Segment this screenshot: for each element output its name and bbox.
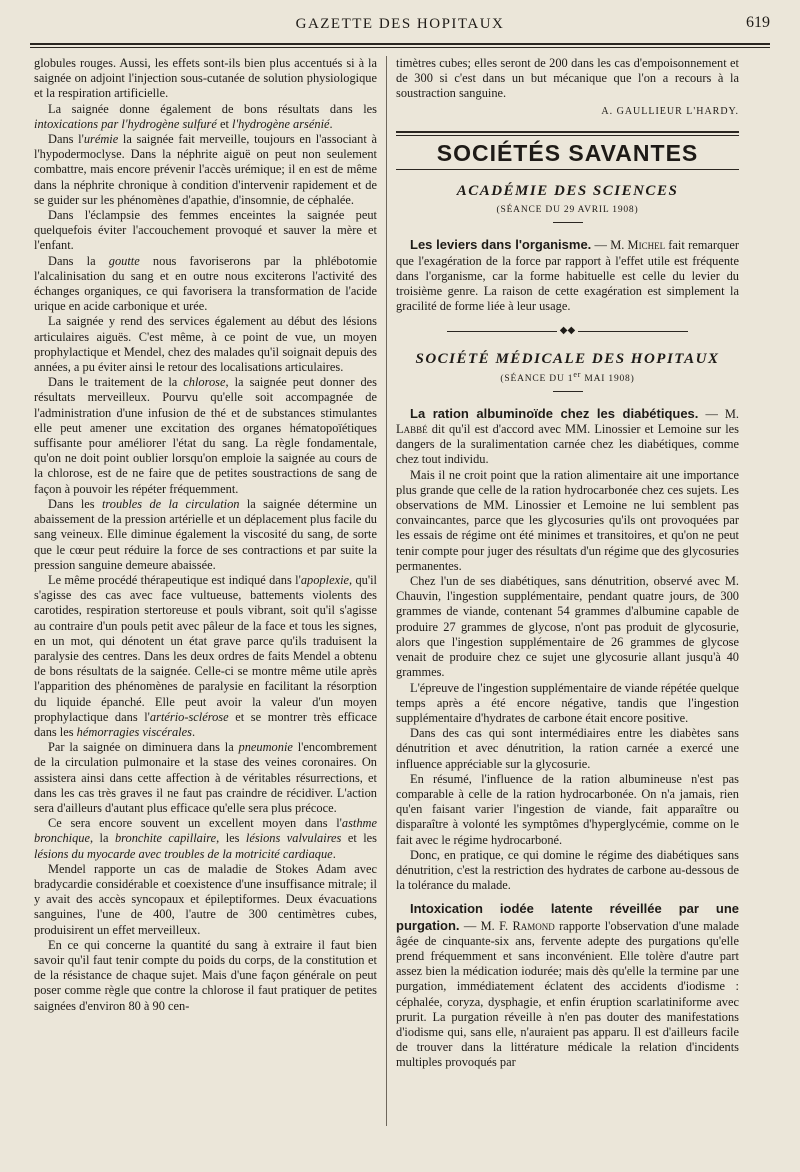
column-separator bbox=[386, 56, 387, 1126]
article-ration-paragraphs bbox=[396, 468, 739, 894]
left-paragraph: Dans la goutte nous favoriserons par la phlébotomie l'alcalinisation du sang et en outre nous exciterons l'activité des échanges organiques, ce qui favorisera la transformation de l'acide urique en acide carbonique et urée. bbox=[34, 253, 377, 314]
left-paragraph: En ce qui concerne la quantité du sang à extraire il faut bien savoir qu'il faut tenir compte du poids du corps, de la constitution et de la résistance de chaque sujet. Mais d'une façon générale on peut poser comme règle que contre la chlorose il faut pratiquer de petites saignées d'environ 80 à 90 cen- bbox=[34, 937, 377, 1013]
ornament-divider: ◆◆ bbox=[396, 326, 739, 336]
article-author: M. F. Ramond bbox=[480, 918, 555, 933]
article-body: fait remarquer que l'exagération de la force par rapport à l'effet utile est fréquente dans l'organisme, car la forme habituelle est celle du levier du troisième genre. La raison de cette exagération est simplement la gracilité de forme liée à leur usage. bbox=[396, 238, 739, 314]
societe-heading: SOCIÉTÉ MÉDICALE DES HOPITAUX bbox=[415, 351, 720, 368]
left-paragraph: La saignée donne également de bons résultats dans les intoxications par l'hydrogène sulfuré et l'hydrogène arsénié. bbox=[34, 101, 377, 131]
left-paragraph: Dans les troubles de la circulation la saignée détermine un abaissement de la pression artérielle et un déplacement plus facile du sang veineux. Elle diminue également la viscosité du sang, de sorte que le cœur peut réduire la force de ses contractions et par suite la pression sanguine demeure abaissée. bbox=[34, 496, 377, 572]
page-number: 619 bbox=[746, 14, 770, 31]
article-body: rapporte l'observation d'une malade âgée de cinquante-six ans, fervente adepte des purgations qu'elle prend fréquemment et sans inconvénient. Elle tolère d'autre part assez bien la médication iodurée; mais dès qu'elle la termine par une purgation, immédiatement éclatent des accidents d'iodisme : céphalée, coryza, dysphagie, et enfin éruption scarlatiniforme avec prurit. La purgation réveille à n'en pas douter des manifestations d'iodisme qui, sans elle, n'auraient pas apparu. Il est d'ailleurs facile de trouver dans la littérature médicale la relation d'incidents multiples provoqués par bbox=[396, 918, 739, 1070]
page-header bbox=[30, 10, 770, 40]
journal-title: GAZETTE DES HOPITAUX bbox=[295, 16, 505, 32]
left-paragraph: Ce sera encore souvent un excellent moyen dans l'asthme bronchique, la bronchite capillaire, les lésions valvulaires et les lésions du myocarde avec troubles de la motricité cardiaque. bbox=[34, 816, 377, 861]
left-paragraph: La saignée y rend des services également au début des lésions articulaires aiguës. C'est même, à ce point de vue, un moyen prophylactique et Mendel, chez des malades qu'il soignait depuis des années, a pu éviter ainsi le retour des localisations articulaires. bbox=[34, 314, 377, 375]
header-rule bbox=[30, 43, 770, 48]
article-paragraph: En résumé, l'influence de la ration albumineuse n'est pas comparable à celle de la ration hydrocarbonée. On n'a jamais, rien qu'en faisant varier l'ingestion de viande, fait apparaître ou disparaître à volonté les symptômes d'hyperglycémie, comme on le fait avec le régime hydrocarboné. bbox=[396, 771, 739, 847]
section-rule bbox=[396, 131, 739, 136]
article-paragraph: Mais il ne croit point que la ration alimentaire ait une importance plus grande que celle de la ration hydrocarbonée chez ces sujets. Les observations de MM. Linossier et Lemoine ne lui semblent pas convaincantes, parce que les glycosuries qu'ils ont provoquées par les essais de régime ont été minimes et transitoires, et qu'on ne peut tenir compte pour juger des résultats d'un régime que des glycosuries permanentes. bbox=[396, 467, 739, 573]
short-rule bbox=[553, 391, 583, 392]
article-lead: La ration albuminoïde chez les diabétiques. bbox=[410, 405, 699, 421]
author-signature: A. GAULLIEUR L'HARDY. bbox=[601, 105, 739, 117]
article-ration: La ration albuminoïde chez les diabétiques. — M. Labbé dit qu'il est d'accord avec MM. Linossier et Lemoine sur les dangers de la suralimentation carnée chez les diabétiques, comme chez tout individu. bbox=[396, 405, 739, 467]
article-paragraph: L'épreuve de l'ingestion supplémentaire de viande répétée quelque temps après a été encore négative, tandis que l'ingestion supplémentaire d'hydrates de carbone était encore positive. bbox=[396, 680, 739, 725]
left-paragraph: Dans l'urémie la saignée fait merveille, toujours en l'associant à l'hypodermoclyse. Dans la néphrite aiguë on peut non seulement combattre, mais encore prévenir l'accès urémique; il en est de même dans la néphrite chronique à condition d'intervenir rapidement et de se guider sur les phénomènes d'apathie, d'insomnie, de céphalée. bbox=[34, 132, 377, 207]
section-title: SOCIÉTÉS SAVANTES bbox=[436, 139, 699, 166]
left-paragraph: globules rouges. Aussi, les effets sont-ils bien plus accentués si à la saignée on adjoint l'injection sous-cutanée de solution physiologique et la respiration artificielle. bbox=[34, 56, 377, 101]
societe-seance: (SÉANCE DU 1er MAI 1908) bbox=[500, 369, 635, 384]
left-paragraph: Le même procédé thérapeutique est indiqué dans l'apoplexie, qu'il s'agisse des cas avec face vultueuse, battements violents des carotides, respiration stertoreuse et pouls vibrant, soit qu'il s'agisse au contraire d'un pouls petit avec pâleur de la face et tous les signes, en un mot, qui dénotent un état grave parce qu'ils traduisent la paralysie des centres. Dans les deux ordres de faits Mendel a obtenu de bons résultats de la saignée. Celle-ci se montre même utile après l'apparition des phénomènes de paralysie en facilitant la résorption du liquide épanché. Elle peut avoir la valeur d'un moyen prophylactique dans l'artério-sclérose et se montrer très efficace dans les hémorragies viscérales. bbox=[34, 572, 377, 739]
article-leviers: Les leviers dans l'organisme. — M. Michel fait remarquer que l'exagération de la force par rapport à l'effet utile est fréquente dans l'organisme, car la forme habituelle est celle du levier du troisième genre. La raison de cette exagération est simplement la gracilité de forme liée à leur usage. bbox=[396, 237, 739, 314]
academie-heading: ACADÉMIE DES SCIENCES bbox=[456, 183, 679, 200]
left-paragraph: Dans l'éclampsie des femmes enceintes la saignée peut quelquefois éviter l'accouchement provoqué et sauver la mère et l'enfant. bbox=[34, 208, 377, 253]
section-title-rule bbox=[396, 169, 739, 170]
right-column bbox=[396, 56, 739, 1071]
article-author: M. Michel bbox=[610, 238, 666, 253]
article-body: dit qu'il est d'accord avec MM. Linossier et Lemoine sur les dangers de la suralimentation carnée chez les diabétiques, comme chez tout individu. bbox=[396, 422, 739, 467]
short-rule bbox=[553, 222, 583, 223]
article-paragraph: Dans des cas qui sont intermédiaires entre les diabètes sans dénutrition et avec dénutrition, la ration carnée a exercé une influence appréciable sur la glycosurie. bbox=[396, 726, 739, 771]
left-paragraph: Par la saignée on diminuera dans la pneumonie l'encombrement de la circulation pulmonaire et la stase des veines coronaires. On assistera ainsi dans cette affection à de véritables résurrections, et dans les cas très graves il ne faut pas craindre de récidiver. L'action sera d'ailleurs d'autant plus efficace qu'elle sera plus précoce. bbox=[34, 740, 377, 815]
left-column bbox=[34, 56, 377, 1014]
article-paragraph: Chez l'un de ses diabétiques, sans dénutrition, observé avec M. Chauvin, l'ingestion supplémentaire, pendant quatre jours, de 300 grammes de viande, contenant 54 grammes d'albumine capable de produire 27 grammes de glycose, n'ont pas produit de glycosurie, alors que l'ingestion supplémentaire de 26 grammes de glycose venait de produire chez ce sujet une glycosurie allant jusqu'à 40 grammes. bbox=[396, 574, 739, 680]
left-paragraph: Mendel rapporte un cas de maladie de Stokes Adam avec bradycardie considérable et coexistence d'une insuffisance mitrale; il y avait des accès syncopaux et épileptiformes. Deux évacuations sanguines, l'une de 400, l'autre de 300 centimètres cubes, produisirent un effet merveilleux. bbox=[34, 861, 377, 937]
article-lead: Intoxication iodée latente réveillée par une purgation. bbox=[396, 901, 739, 933]
article-author: M. Labbé bbox=[396, 406, 739, 437]
article-lead: Les leviers dans l'organisme. bbox=[410, 237, 592, 253]
academie-seance: (SÉANCE DU 29 AVRIL 1908) bbox=[496, 205, 639, 216]
continued-paragraph: timètres cubes; elles seront de 200 dans les cas d'empoisonnement et de 300 si c'est dans un but mécanique que l'on a recours à la soustraction sanguine. bbox=[396, 56, 739, 101]
left-paragraph: Dans le traitement de la chlorose, la saignée peut donner des résultats merveilleux. Pourvu qu'elle soit accompagnée de l'administration d'une infusion de thé et de substances stimulantes elle peut amener une excitation des organes hématopoïétiques suffisante pour améliorer l'état du sang. La règle fondamentale, qu'on ne doit point oublier lorsqu'on emploie la saignée au cours de la chlorose, est de ne faire que de petites soustractions de sang de façon à pouvoir les répéter fréquemment. bbox=[34, 375, 377, 496]
article-paragraph: Donc, en pratique, ce qui domine le régime des diabétiques sans dénutrition, c'est la restriction des hydrates de carbone au-dessous de la tolérance du malade. bbox=[396, 847, 739, 893]
article-iodee: Intoxication iodée latente réveillée par une purgation. — M. F. Ramond rapporte l'observation d'une malade âgée de cinquante-six ans, fervente adepte des purgations qu'elle prend fréquemment et sans inconvénient. Elle tolère d'autre part assez bien la médication iodurée; mais dès qu'elle la termine par une purgation, immédiatement éclatent des accidents d'iodisme : céphalée, coryza, dysphagie, et enfin éruption scarlatiniforme avec prurit. La purgation réveille à n'en pas douter des manifestations d'iodisme qui, sans elle, n'auraient pas apparu. Il est d'ailleurs facile de trouver dans la littérature médicale la relation d'incidents multiples provoqués par bbox=[396, 901, 739, 1070]
